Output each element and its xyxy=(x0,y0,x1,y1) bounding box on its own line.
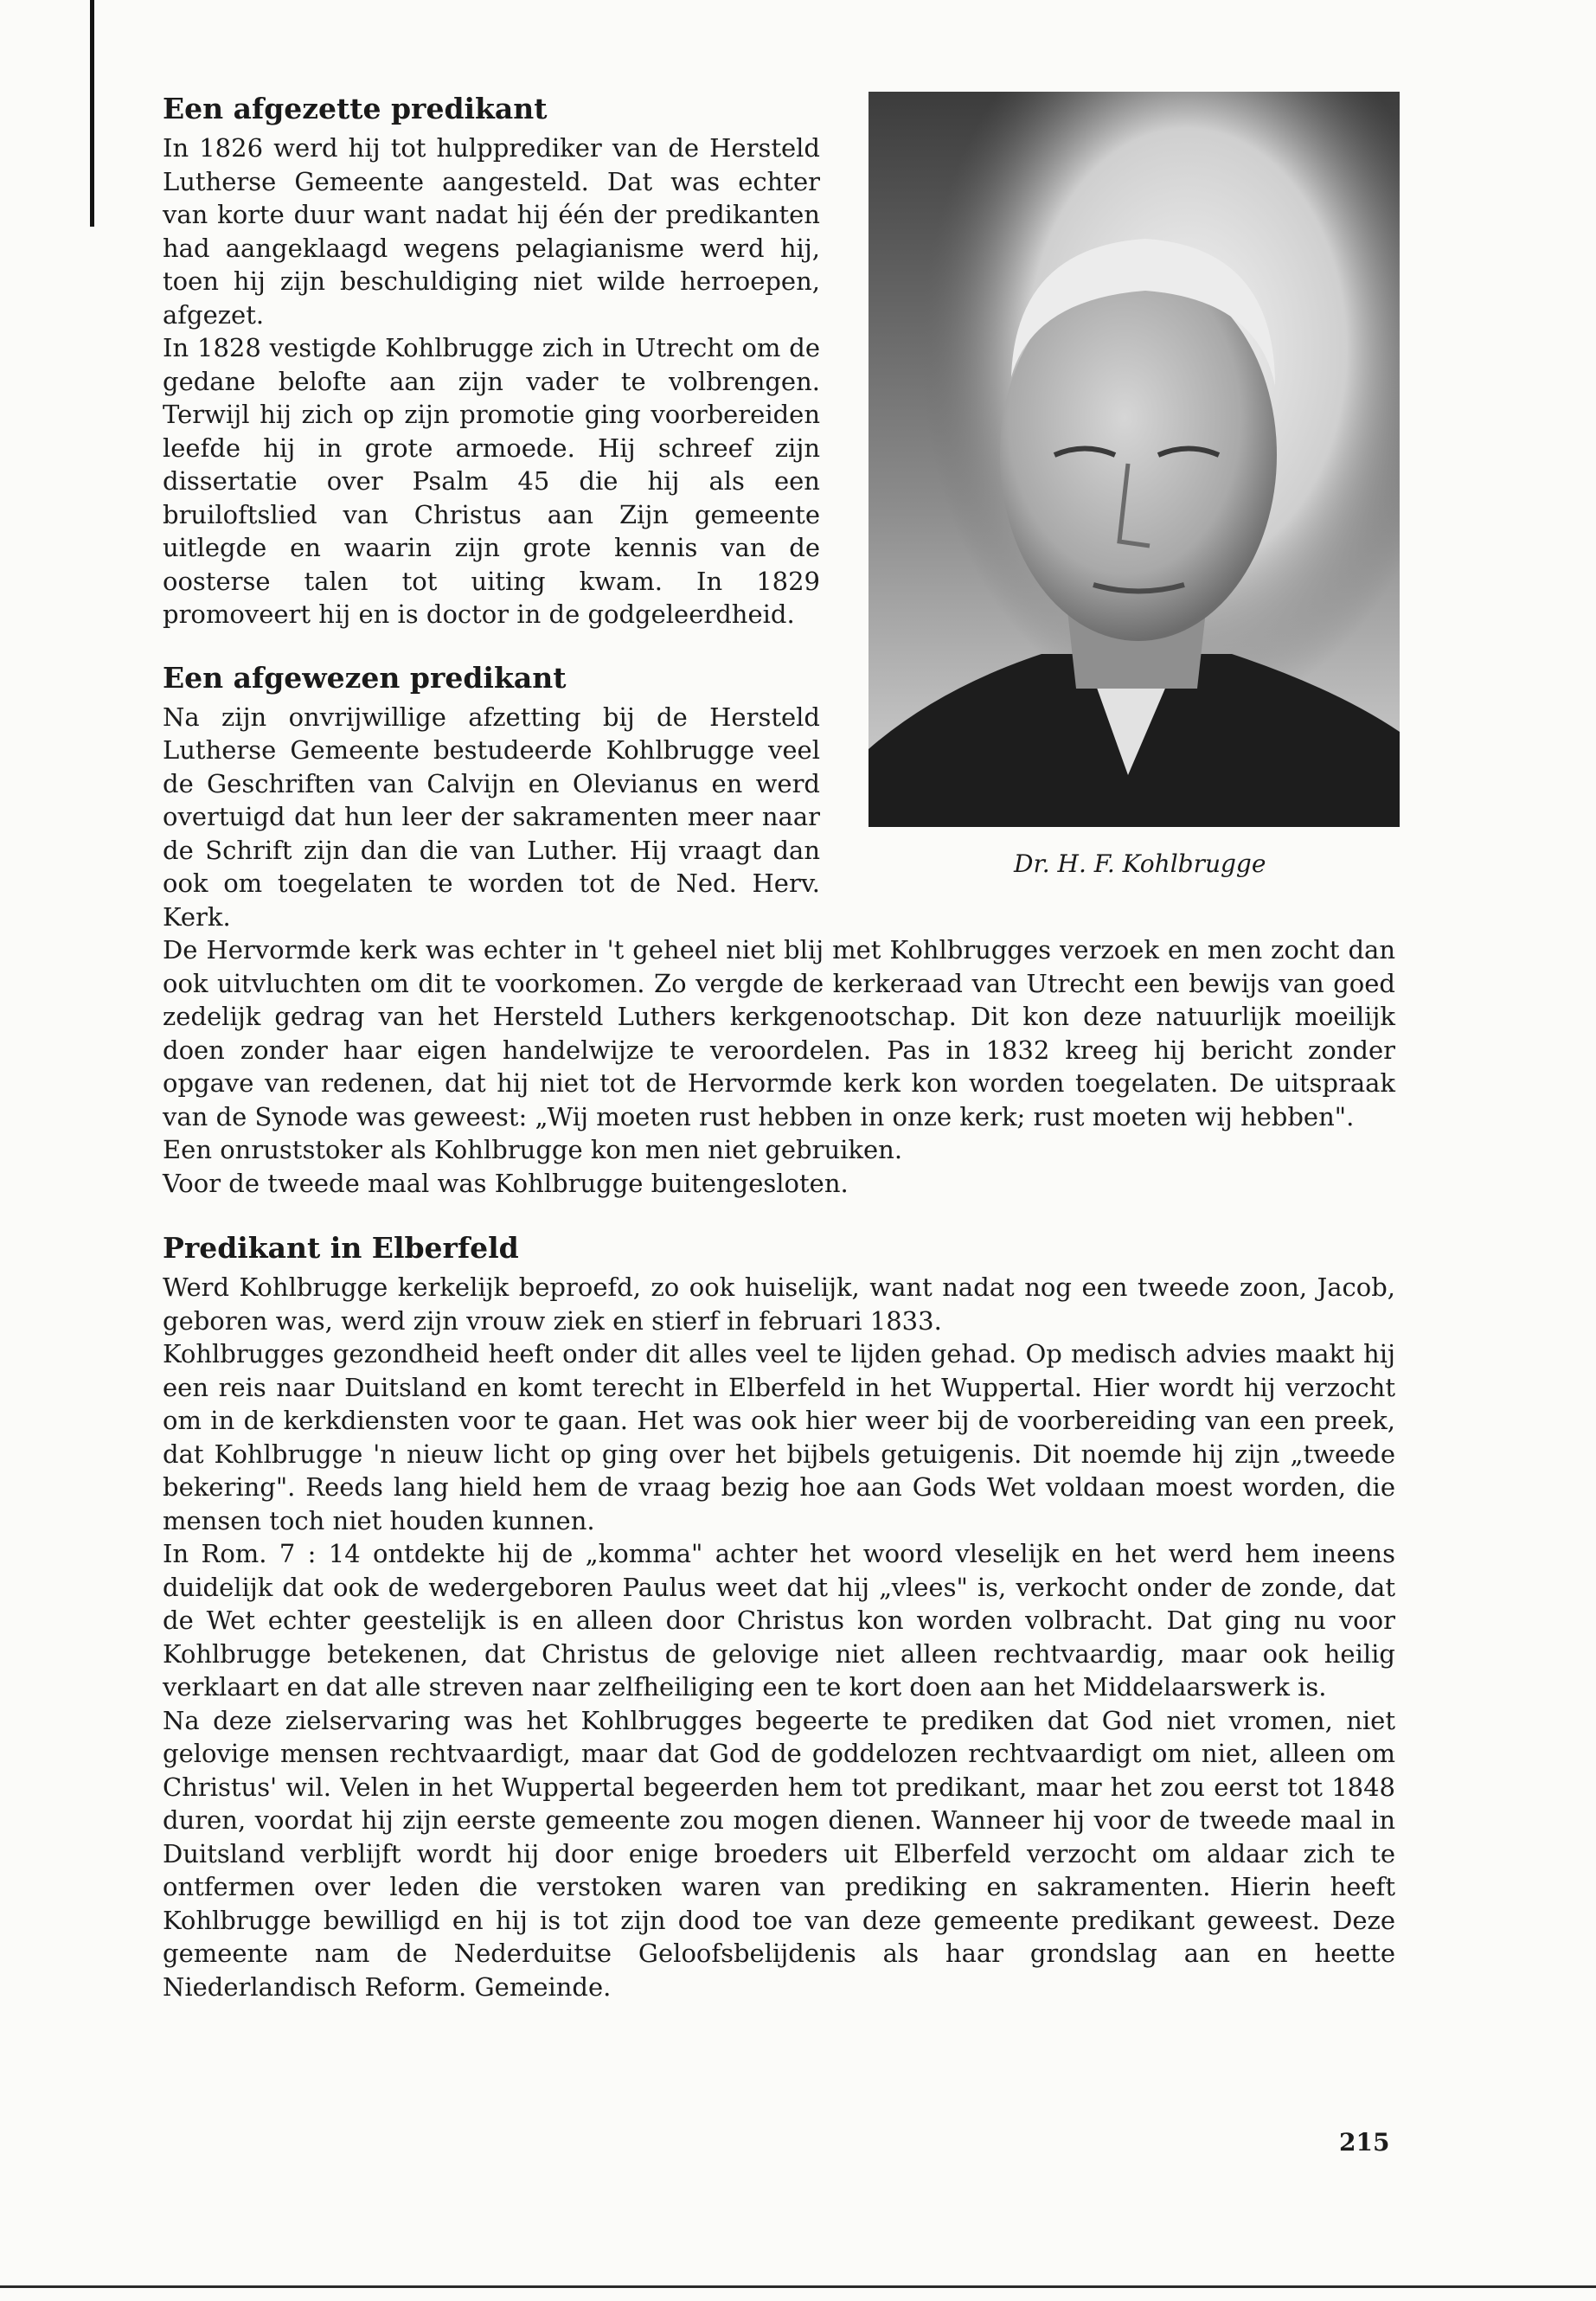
paragraph: Na zijn onvrijwillige afzetting bij de Hersteld Lutherse Gemeente bestudeerde Kohlbrugge veel de Geschriften van Calvijn en Olevianus en werd overtuigd dat hun leer der sakramenten meer naar de Schrift zijn dan die van Luther. Hij vraagt dan ook om toegelaten te worden tot de Ned. Herv. Kerk. xyxy=(163,702,820,932)
section-heading: Een afgezette predikant xyxy=(163,92,548,125)
section-afgewezen-predikant xyxy=(163,661,820,934)
scan-edge-bar xyxy=(90,0,94,227)
section-heading: Predikant in Elberfeld xyxy=(163,1231,519,1265)
narrow-column xyxy=(163,92,820,933)
bottom-rule xyxy=(0,2285,1596,2288)
paragraph: De Hervormde kerk was echter in 't geheel niet blij met Kohlbrugges verzoek en men zocht dan ook uitvluchten om dit te voorkomen. Zo vergde de kerkeraad van Utrecht een bewijs van goed zedelijk gedrag van het Hersteld Luthers kerkgenootschap. Dit kon deze natuurlijk moeilijk doen zonder haar eigen handelwijze te veroordelen. Pas in 1832 kreeg hij bericht zonder opgave van redenen, dat hij niet tot de Hervormde kerk kon worden toegelaten. De uitspraak van de Synode was geweest: „Wij moeten rust hebben in onze kerk; rust moeten wij hebben". xyxy=(163,935,1395,1131)
paragraph: Kohlbrugges gezondheid heeft onder dit alles veel te lijden gehad. Op medisch advies maakt hij een reis naar Duitsland en komt terecht in Elberfeld in het Wuppertal. Hier wordt hij verzocht om in de kerkdiensten voor te gaan. Het was ook hier weer bij de voorbereiding van een preek, dat Kohlbrugge 'n nieuw licht op ging over het bijbels getuigenis. Dit noemde hij zijn „tweede bekering". Reeds lang hield hem de vraag bezig hoe aan Gods Wet voldaan moest worden, die mensen toch niet houden kunnen. xyxy=(163,1339,1395,1535)
paragraph: Een onruststoker als Kohlbrugge kon men niet gebruiken. xyxy=(163,1135,903,1164)
section-heading: Een afgewezen predikant xyxy=(163,660,567,695)
paragraph: In 1828 vestigde Kohlbrugge zich in Utrecht om de gedane belofte aan zijn vader te volbrengen. Terwijl hij zich op zijn promotie ging voorbereiden leefde hij in grote armoede. Hij schreef zijn dissertatie over Psalm 45 die hij als een bruiloftslied van Christus aan Zijn gemeente uitlegde en waarin zijn grote kennis van de oosterse talen tot uiting kwam. In 1829 promoveert hij en is doctor in de godgeleerdheid. xyxy=(163,333,820,629)
page-number: 215 xyxy=(1339,2128,1390,2157)
paragraph: In Rom. 7 : 14 ontdekte hij de „komma" achter het woord vleselijk en het werd hem ineens duidelijk dat ook de wedergeboren Paulus weet dat hij „vlees" is, verkocht onder de zonde, dat de Wet echter geestelijk is en alleen door Christus kon worden volbracht. Dat ging nu voor Kohlbrugge betekenen, dat Christus de gelovige niet alleen rechtvaardig, maar ook heilig verklaart en dat alle streven naar zelfheiliging een te kort doen aan het Middelaarswerk is. xyxy=(163,1539,1395,1702)
paragraph: In 1826 werd hij tot hulpprediker van de Hersteld Lutherse Gemeente aangesteld. Dat was echter van korte duur want nadat hij één der predikanten had aangeklaagd wegens pelagianisme werd hij, toen hij zijn beschuldiging niet wilde herroepen, afgezet. xyxy=(163,133,820,330)
paragraph: Na deze zielservaring was het Kohlbrugges begeerte te prediken dat God niet vromen, niet gelovige mensen rechtvaardigt, maar dat God de goddelozen rechtvaardigt om niet, alleen om Christus' wil. Velen in het Wuppertal begeerden hem tot predikant, maar het zou eerst tot 1848 duren, voordat hij zijn eerste gemeente zou mogen dienen. Wanneer hij voor de tweede maal in Duitsland verblijft wordt hij door enige broeders uit Elberfeld verzocht om aldaar zich te ontfermen over leden die verstoken waren van prediking en sakramenten. Hierin heeft Kohlbrugge bewilligd en hij is tot zijn dood toe van deze gemeente predikant geweest. Deze gemeente nam de Nederduitse Geloofsbelijdenis als haar grondslag aan en heette Niederlandisch Reform. Gemeinde. xyxy=(163,1705,1395,2002)
paragraph: Werd Kohlbrugge kerkelijk beproefd, zo ook huiselijk, want nadat nog een tweede zoon, Jacob, geboren was, werd zijn vrouw ziek en stierf in februari 1833. xyxy=(163,1272,1395,1336)
wide-column xyxy=(163,933,1395,2003)
portrait-photo xyxy=(869,92,1400,827)
portrait-caption: Dr. H. F. Kohlbrugge xyxy=(1014,849,1266,878)
section-predikant-in-elberfeld xyxy=(163,1231,1395,2003)
paragraph: Voor de tweede maal was Kohlbrugge buitengesloten. xyxy=(163,1168,849,1198)
section-afgezette-predikant xyxy=(163,92,820,631)
